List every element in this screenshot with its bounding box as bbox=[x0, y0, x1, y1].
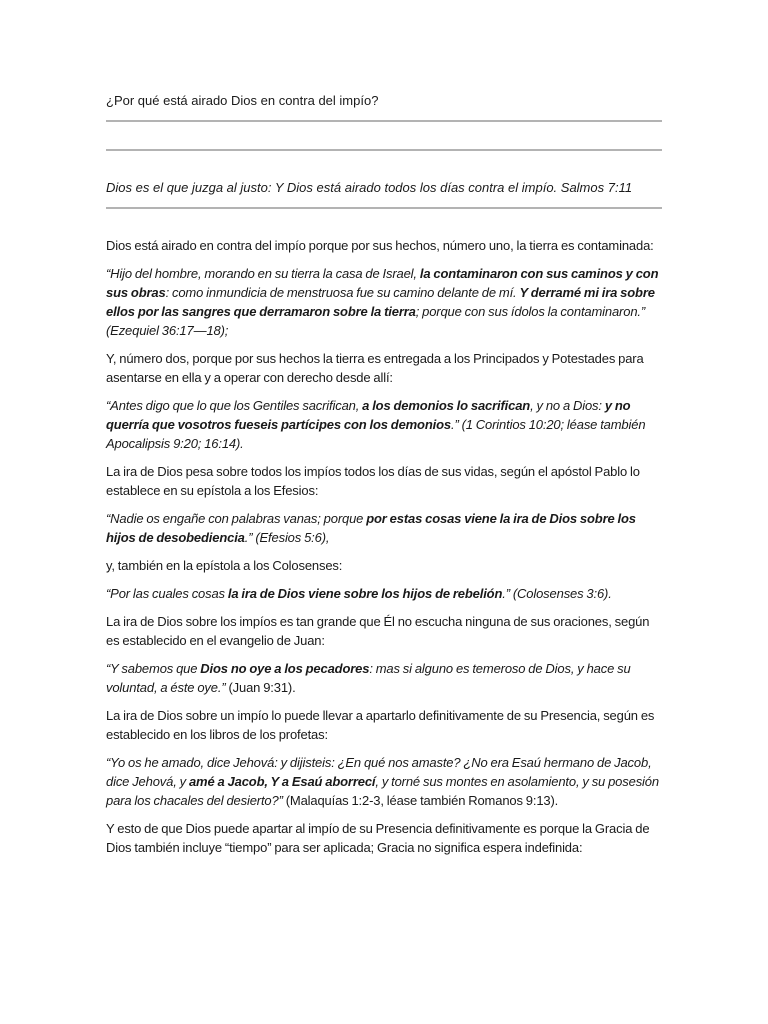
paragraph-2: Y, número dos, porque por sus hechos la tierra es entregada a los Principados y Potestades para asentarse en ella y a operar con derecho desde allí: bbox=[106, 351, 644, 385]
body-text bbox=[106, 236, 662, 866]
paragraph-3: La ira de Dios pesa sobre todos los impíos todos los días de sus vidas, según el apóstol Pablo lo establece en su epístola a los Efesios: bbox=[106, 464, 640, 498]
quote-efesios: “Nadie os engañe con palabras vanas; porque por estas cosas viene la ira de Dios sobre los hijos de desobediencia.” (Efesios 5:6), bbox=[106, 511, 636, 545]
answer-line-3 bbox=[106, 207, 662, 209]
quote-juan: “Y sabemos que Dios no oye a los pecadores: mas si alguno es temeroso de Dios, y hace su voluntad, a éste oye.” (Juan 9:31). bbox=[106, 661, 631, 695]
answer-line-2 bbox=[106, 149, 662, 151]
paragraph-7: Y esto de que Dios puede apartar al impío de su Presencia definitivamente es porque la Gracia de Dios también incluye “tiempo” para ser aplicada; Gracia no significa espera indefinida: bbox=[106, 821, 650, 855]
verse-answer: Dios es el que juzga al justo: Y Dios está airado todos los días contra el impío. Salmos 7:11 bbox=[106, 180, 633, 195]
question-heading: ¿Por qué está airado Dios en contra del impío? bbox=[106, 93, 379, 108]
paragraph-5: La ira de Dios sobre los impíos es tan grande que Él no escucha ninguna de sus oraciones, según es establecido en el evangelio de Juan: bbox=[106, 614, 650, 648]
quote-malaquias: “Yo os he amado, dice Jehová: y dijisteis: ¿En qué nos amaste? ¿No era Esaú hermano de Jacob, dice Jehová, y amé a Jacob, Y a Esaú aborrecí, y torné sus montes en asolamiento, y su posesión para los chacales del desierto?” (Malaquías 1:2-3, léase también Romanos 9:13). bbox=[106, 755, 659, 808]
paragraph-6: La ira de Dios sobre un impío lo puede llevar a apartarlo definitivamente de su Presencia, según es establecido en los libros de los profetas: bbox=[106, 708, 655, 742]
quote-colosenses: “Por las cuales cosas la ira de Dios viene sobre los hijos de rebelión.” (Colosenses 3:6). bbox=[106, 586, 612, 601]
paragraph-1: Dios está airado en contra del impío porque por sus hechos, número uno, la tierra es contaminada: bbox=[106, 238, 654, 253]
answer-line-1 bbox=[106, 120, 662, 122]
quote-corintios: “Antes digo que lo que los Gentiles sacrifican, a los demonios lo sacrifican, y no a Dios: y no querría que vosotros fueseis partícipes con los demonios.” (1 Corintios 10:20; léase también Apocalipsis 9:20; 16:14). bbox=[106, 398, 646, 451]
quote-ezequiel: “Hijo del hombre, morando en su tierra la casa de Israel, la contaminaron con sus caminos y con sus obras: como inmundicia de menstruosa fue su camino delante de mí. Y derramé mi ira sobre ellos por las sangres que derramaron sobre la tierra; porque con sus ídolos la contaminaron.” (Ezequiel 36:17—18); bbox=[106, 266, 659, 338]
paragraph-4: y, también en la epístola a los Colosenses: bbox=[106, 558, 343, 573]
